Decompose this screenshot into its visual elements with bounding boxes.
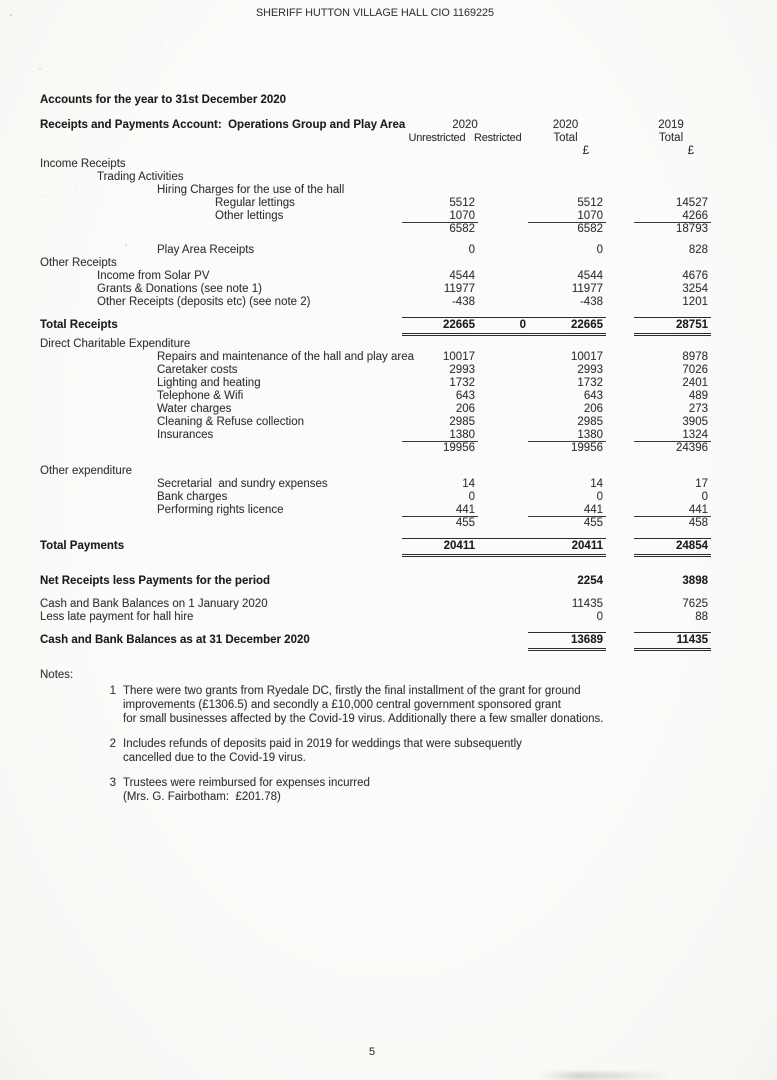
amount-total-2019: 8978: [682, 351, 708, 363]
note-line: Trustees were reimbursed for expenses incurred: [123, 777, 370, 789]
row-label: Net Receipts less Payments for the period: [40, 575, 271, 587]
statement-row: [40, 416, 711, 429]
amount-unrestricted: 643: [455, 390, 475, 402]
row-label: Other expenditure: [40, 465, 133, 477]
column-gap: [606, 145, 634, 158]
statement-row: [40, 158, 711, 171]
row-label: Secretarial and sundry expenses: [157, 478, 328, 490]
row-label: Water charges: [157, 403, 232, 415]
amount-restricted: [478, 540, 528, 553]
column-gap: [606, 377, 634, 390]
currency-symbol-2020: £: [582, 145, 589, 157]
amount-restricted: [478, 244, 528, 257]
amount-total-2019: 3898: [682, 575, 708, 587]
column-gap: [606, 171, 634, 184]
amount-total-2019: [634, 158, 711, 171]
statement-row: [40, 478, 711, 491]
amount-total-2020: 14: [590, 478, 603, 490]
amount-total-2020: 2985: [577, 416, 603, 428]
notes-section: [40, 669, 711, 804]
notes-list: [40, 684, 711, 804]
amount-unrestricted: 20411: [443, 540, 475, 552]
amount-total-2019: [634, 257, 711, 270]
amount-group-2020: [402, 317, 606, 336]
row-spacer: [40, 309, 711, 317]
column-gap: [606, 338, 634, 351]
amount-restricted: [478, 632, 528, 651]
amount-restricted: [478, 598, 528, 611]
note-line: for small businesses affected by the Covid-19 virus. Additionally there a few smaller donations.: [123, 713, 604, 725]
row-label: Other Receipts: [40, 257, 117, 269]
column-gap: [606, 132, 634, 145]
amount-restricted: [478, 442, 528, 455]
amount-total-2019: 1324: [634, 429, 711, 442]
statement-row: [40, 184, 711, 197]
amount-unrestricted: 4544: [449, 270, 475, 282]
amount-unrestricted: [402, 158, 478, 171]
column-gap: [606, 244, 634, 257]
note-line: Includes refunds of deposits paid in 2019 for weddings that were subsequently: [123, 738, 522, 750]
statement-row: [40, 390, 711, 403]
amount-total-2020: 0: [596, 491, 603, 503]
amount-restricted: [478, 429, 528, 442]
scan-speck: [10, 14, 12, 16]
document-header: SHERIFF HUTTON VILLAGE HALL CIO 1169225: [255, 7, 495, 19]
row-label: Cash and Bank Balances as at 31 December 2020: [40, 634, 310, 646]
amount-total-2020: 2254: [577, 575, 603, 587]
column-gap: [606, 632, 634, 651]
page-title: Accounts for the year to 31st December 2020: [40, 94, 287, 106]
amount-unrestricted: [402, 171, 478, 184]
column-gap: [606, 390, 634, 403]
column-gap: [606, 223, 634, 236]
column-gap: [606, 296, 634, 309]
statement-content: [40, 94, 711, 804]
row-label: Cleaning & Refuse collection: [157, 416, 305, 428]
amount-unrestricted: [402, 465, 478, 478]
amount-unrestricted: [402, 184, 478, 197]
amount-unrestricted: 2985: [449, 416, 475, 428]
amount-unrestricted: 0: [468, 244, 475, 256]
amount-total-2019: [634, 184, 711, 197]
amount-restricted: [478, 364, 528, 377]
row-label: Cash and Bank Balances on 1 January 2020: [40, 598, 268, 610]
row-label: Performing rights licence: [157, 504, 284, 516]
note-text: [123, 776, 370, 804]
statement-row: [40, 197, 711, 210]
amount-unrestricted: 441: [402, 504, 478, 517]
note-item: [40, 684, 711, 726]
statement-row: [40, 377, 711, 390]
column-gap: [606, 504, 634, 517]
amount-total-2020: 1380: [528, 429, 606, 442]
amount-unrestricted: 1070: [402, 210, 478, 223]
column-gap: [606, 598, 634, 611]
note-number: 3: [109, 777, 116, 789]
row-label: Hiring Charges for the use of the hall: [157, 184, 345, 196]
column-gap: [606, 257, 634, 270]
amount-total-2020: [528, 171, 606, 184]
column-gap: [606, 403, 634, 416]
amount-total-2019: 1201: [682, 296, 708, 308]
amount-restricted: [478, 158, 528, 171]
amount-unrestricted: 0: [468, 491, 475, 503]
column-header-spacer: [40, 132, 402, 145]
amount-unrestricted: 5512: [449, 197, 475, 209]
column-gap: [606, 364, 634, 377]
column-gap: [606, 351, 634, 364]
statement-row: [40, 538, 711, 557]
statement-row: [40, 598, 711, 611]
amount-restricted: [478, 465, 528, 478]
amount-restricted: [478, 403, 528, 416]
column-gap: [606, 317, 634, 336]
amount-total-2020: 441: [528, 504, 606, 517]
amount-total-2019: 458: [688, 517, 708, 529]
statement-row: [40, 210, 711, 223]
note-item: [40, 737, 711, 765]
amount-restricted: [478, 197, 528, 210]
amount-unrestricted: 22665: [443, 319, 475, 331]
column-header-row-labels: [40, 132, 711, 145]
amount-total-2020: 4544: [577, 270, 603, 282]
amount-unrestricted: [402, 632, 478, 651]
scan-speck: [160, 42, 162, 43]
amount-total-2020: 455: [583, 517, 603, 529]
amount-total-2019: 18793: [676, 223, 708, 235]
statement-row: [40, 270, 711, 283]
amount-total-2020: [528, 338, 606, 351]
scan-speck: [44, 196, 46, 197]
statement-row: [40, 575, 711, 588]
note-number: 1: [109, 685, 116, 697]
row-label: [40, 517, 402, 530]
amount-restricted: [478, 611, 528, 624]
amount-total-2020: [528, 465, 606, 478]
currency-symbol-2019: £: [687, 145, 694, 157]
amount-total-2020: 1732: [577, 377, 603, 389]
amount-total-2019: 489: [688, 390, 708, 402]
amount-total-2019: 4676: [682, 270, 708, 282]
row-spacer: [40, 624, 711, 632]
row-label: Telephone & Wifi: [157, 390, 244, 402]
amount-restricted: [478, 338, 528, 351]
row-spacer: [40, 455, 711, 465]
amount-unrestricted: 14: [462, 478, 475, 490]
row-label: [40, 223, 402, 236]
amount-unrestricted: 2993: [449, 364, 475, 376]
amount-unrestricted: -438: [451, 296, 475, 308]
column-gap: [606, 197, 634, 210]
row-label: Total Receipts: [40, 319, 118, 331]
statement-row: [40, 171, 711, 184]
column-gap: [606, 184, 634, 197]
note-text: [123, 737, 522, 765]
amount-total-2020: 13689: [528, 632, 606, 651]
amount-restricted: [478, 223, 528, 236]
row-label: Caretaker costs: [157, 364, 238, 376]
amount-restricted: [478, 270, 528, 283]
amount-restricted: [478, 351, 528, 364]
statement-row: [40, 429, 711, 442]
row-label: Grants & Donations (see note 1): [97, 283, 262, 295]
amount-unrestricted: [402, 257, 478, 270]
statement-row: [40, 442, 711, 455]
amount-restricted: [478, 491, 528, 504]
statement-row: [40, 257, 711, 270]
amount-total-2020: 10017: [571, 351, 603, 363]
row-label: Other Receipts (deposits etc) (see note 2): [97, 296, 311, 308]
statement-rows: [40, 158, 711, 651]
amount-restricted: 0: [519, 319, 526, 331]
row-label: [40, 442, 402, 455]
amount-total-2020: 643: [583, 390, 603, 402]
amount-restricted: [478, 377, 528, 390]
statement-row: [40, 611, 711, 624]
amount-total-2020: 0: [596, 244, 603, 256]
amount-unrestricted: [402, 575, 478, 588]
column-year-total-2019: 2019: [658, 119, 684, 131]
amount-unrestricted: 11977: [443, 283, 475, 295]
statement-row: [40, 296, 711, 309]
amount-total-2019: 3254: [682, 283, 708, 295]
amount-total-2019: 7026: [682, 364, 708, 376]
amount-total-2019: 273: [688, 403, 708, 415]
amount-total-2019: 24396: [676, 442, 708, 454]
amount-unrestricted: 206: [455, 403, 475, 415]
column-label-total-2019: Total: [658, 132, 684, 144]
statement-row: [40, 338, 711, 351]
column-gap: [606, 517, 634, 530]
amount-unrestricted: [402, 611, 478, 624]
statement-row: [40, 364, 711, 377]
amount-total-2020: 0: [596, 611, 603, 623]
column-gap: [606, 119, 634, 132]
column-gap: [606, 416, 634, 429]
amount-total-2019: 14527: [676, 197, 708, 209]
column-gap: [606, 575, 634, 588]
row-label: Repairs and maintenance of the hall and play area: [157, 351, 415, 363]
note-item: [40, 776, 711, 804]
row-label: Direct Charitable Expenditure: [40, 338, 191, 350]
amount-restricted: [478, 184, 528, 197]
amount-restricted: [478, 283, 528, 296]
note-line: cancelled due to the Covid-19 virus.: [123, 752, 306, 764]
column-gap: [606, 158, 634, 171]
amount-total-2020: 19956: [571, 442, 603, 454]
column-year-unrestricted: 2020: [452, 119, 478, 131]
amount-total-2019: 88: [695, 611, 708, 623]
row-spacer: [40, 588, 711, 598]
statement-row: [40, 244, 711, 257]
page-number: 5: [369, 1046, 376, 1058]
column-header-spacer: [402, 145, 528, 158]
statement-row: [40, 317, 711, 336]
column-header-row-years: [40, 119, 711, 132]
row-label: Regular lettings: [215, 197, 295, 209]
amount-total-2020: [528, 184, 606, 197]
amount-total-2019: 24854: [634, 538, 711, 557]
amount-unrestricted: 1732: [449, 377, 475, 389]
row-label: Total Payments: [40, 540, 125, 552]
amount-restricted: [478, 390, 528, 403]
amount-total-2019: 17: [695, 478, 708, 490]
amount-total-2019: [634, 338, 711, 351]
amount-total-2020: 22665: [571, 319, 603, 331]
column-gap: [606, 270, 634, 283]
scan-smudge: [540, 1072, 670, 1080]
amount-total-2019: 441: [634, 504, 711, 517]
note-line: improvements (£1306.5) and secondly a £10,000 central government sponsored grant: [123, 699, 561, 711]
amount-unrestricted: 10017: [443, 351, 475, 363]
column-gap: [606, 442, 634, 455]
column-year-total-2020: 2020: [552, 119, 579, 131]
statement-row: [40, 491, 711, 504]
amount-total-2020: 11977: [571, 283, 603, 295]
amount-total-2019: 0: [701, 491, 708, 503]
column-label-total-2020: Total: [553, 132, 578, 144]
amount-restricted: [478, 210, 528, 223]
column-label-unrestricted-restricted: Unrestricted Restricted: [408, 132, 522, 144]
amount-total-2019: 28751: [634, 317, 711, 336]
amount-unrestricted: 19956: [443, 442, 475, 454]
row-label: Lighting and heating: [157, 377, 261, 389]
statement-row: [40, 632, 711, 651]
amount-restricted: [478, 171, 528, 184]
amount-total-2019: [634, 171, 711, 184]
amount-total-2020: 6582: [577, 223, 603, 235]
row-label: Trading Activities: [97, 171, 184, 183]
amount-unrestricted: 1380: [402, 429, 478, 442]
amount-total-2019: 4266: [634, 210, 711, 223]
amount-restricted: [478, 416, 528, 429]
row-spacer: [40, 557, 711, 575]
scan-speck: [125, 244, 127, 246]
column-gap: [606, 210, 634, 223]
column-gap: [606, 465, 634, 478]
amount-total-2019: 828: [688, 244, 708, 256]
account-heading: Receipts and Payments Account: Operations Group and Play Area: [40, 119, 406, 131]
amount-total-2020: [528, 257, 606, 270]
scan-speck: [39, 68, 41, 70]
statement-row: [40, 403, 711, 416]
row-label: Other lettings: [215, 210, 284, 222]
column-header-spacer: [40, 145, 402, 158]
column-gap: [606, 429, 634, 442]
statement-row: [40, 283, 711, 296]
statement-row: [40, 223, 711, 236]
note-text: [123, 684, 603, 726]
amount-total-2020: 20411: [571, 540, 603, 552]
amount-restricted: [478, 575, 528, 588]
amount-total-2019: 2401: [682, 377, 708, 389]
column-gap: [606, 283, 634, 296]
notes-heading: Notes:: [40, 669, 74, 681]
note-line: There were two grants from Ryedale DC, firstly the final installment of the grant for ground: [123, 685, 581, 697]
row-spacer: [40, 236, 711, 244]
amount-restricted: [478, 517, 528, 530]
scan-speck: [75, 188, 76, 190]
column-gap: [606, 538, 634, 557]
amount-total-2020: 2993: [577, 364, 603, 376]
amount-total-2020: -438: [579, 296, 603, 308]
statement-row: [40, 504, 711, 517]
amount-total-2019: 3905: [682, 416, 708, 428]
row-label: Play Area Receipts: [157, 244, 255, 256]
row-label: Income from Solar PV: [97, 270, 210, 282]
amount-total-2020: 1070: [528, 210, 606, 223]
row-spacer: [40, 530, 711, 538]
amount-unrestricted: [402, 598, 478, 611]
column-gap: [606, 478, 634, 491]
statement-row: [40, 517, 711, 530]
amount-total-2020: 5512: [577, 197, 603, 209]
amount-total-2019: [634, 465, 711, 478]
statement-row: [40, 465, 711, 478]
amount-total-2020: 206: [583, 403, 603, 415]
amount-total-2019: 7625: [682, 598, 708, 610]
amount-group-2020: [402, 538, 606, 557]
note-number: 2: [109, 738, 116, 750]
row-label: Insurances: [157, 429, 214, 441]
amount-total-2020: [528, 158, 606, 171]
amount-restricted: [478, 296, 528, 309]
column-header-row-currency: [40, 145, 711, 158]
amount-total-2019: 11435: [634, 632, 711, 651]
amount-restricted: [478, 504, 528, 517]
row-label: Less late payment for hall hire: [40, 611, 194, 623]
column-gap: [606, 611, 634, 624]
statement-row: [40, 351, 711, 364]
amount-restricted: [478, 257, 528, 270]
row-label: Income Receipts: [40, 158, 126, 170]
amount-unrestricted: 6582: [449, 223, 475, 235]
note-line: (Mrs. G. Fairbotham: £201.78): [123, 791, 281, 803]
amount-unrestricted: [402, 338, 478, 351]
column-gap: [606, 491, 634, 504]
amount-unrestricted: 455: [455, 517, 475, 529]
row-label: Bank charges: [157, 491, 228, 503]
amount-total-2020: 11435: [571, 598, 603, 610]
amount-restricted: [478, 478, 528, 491]
